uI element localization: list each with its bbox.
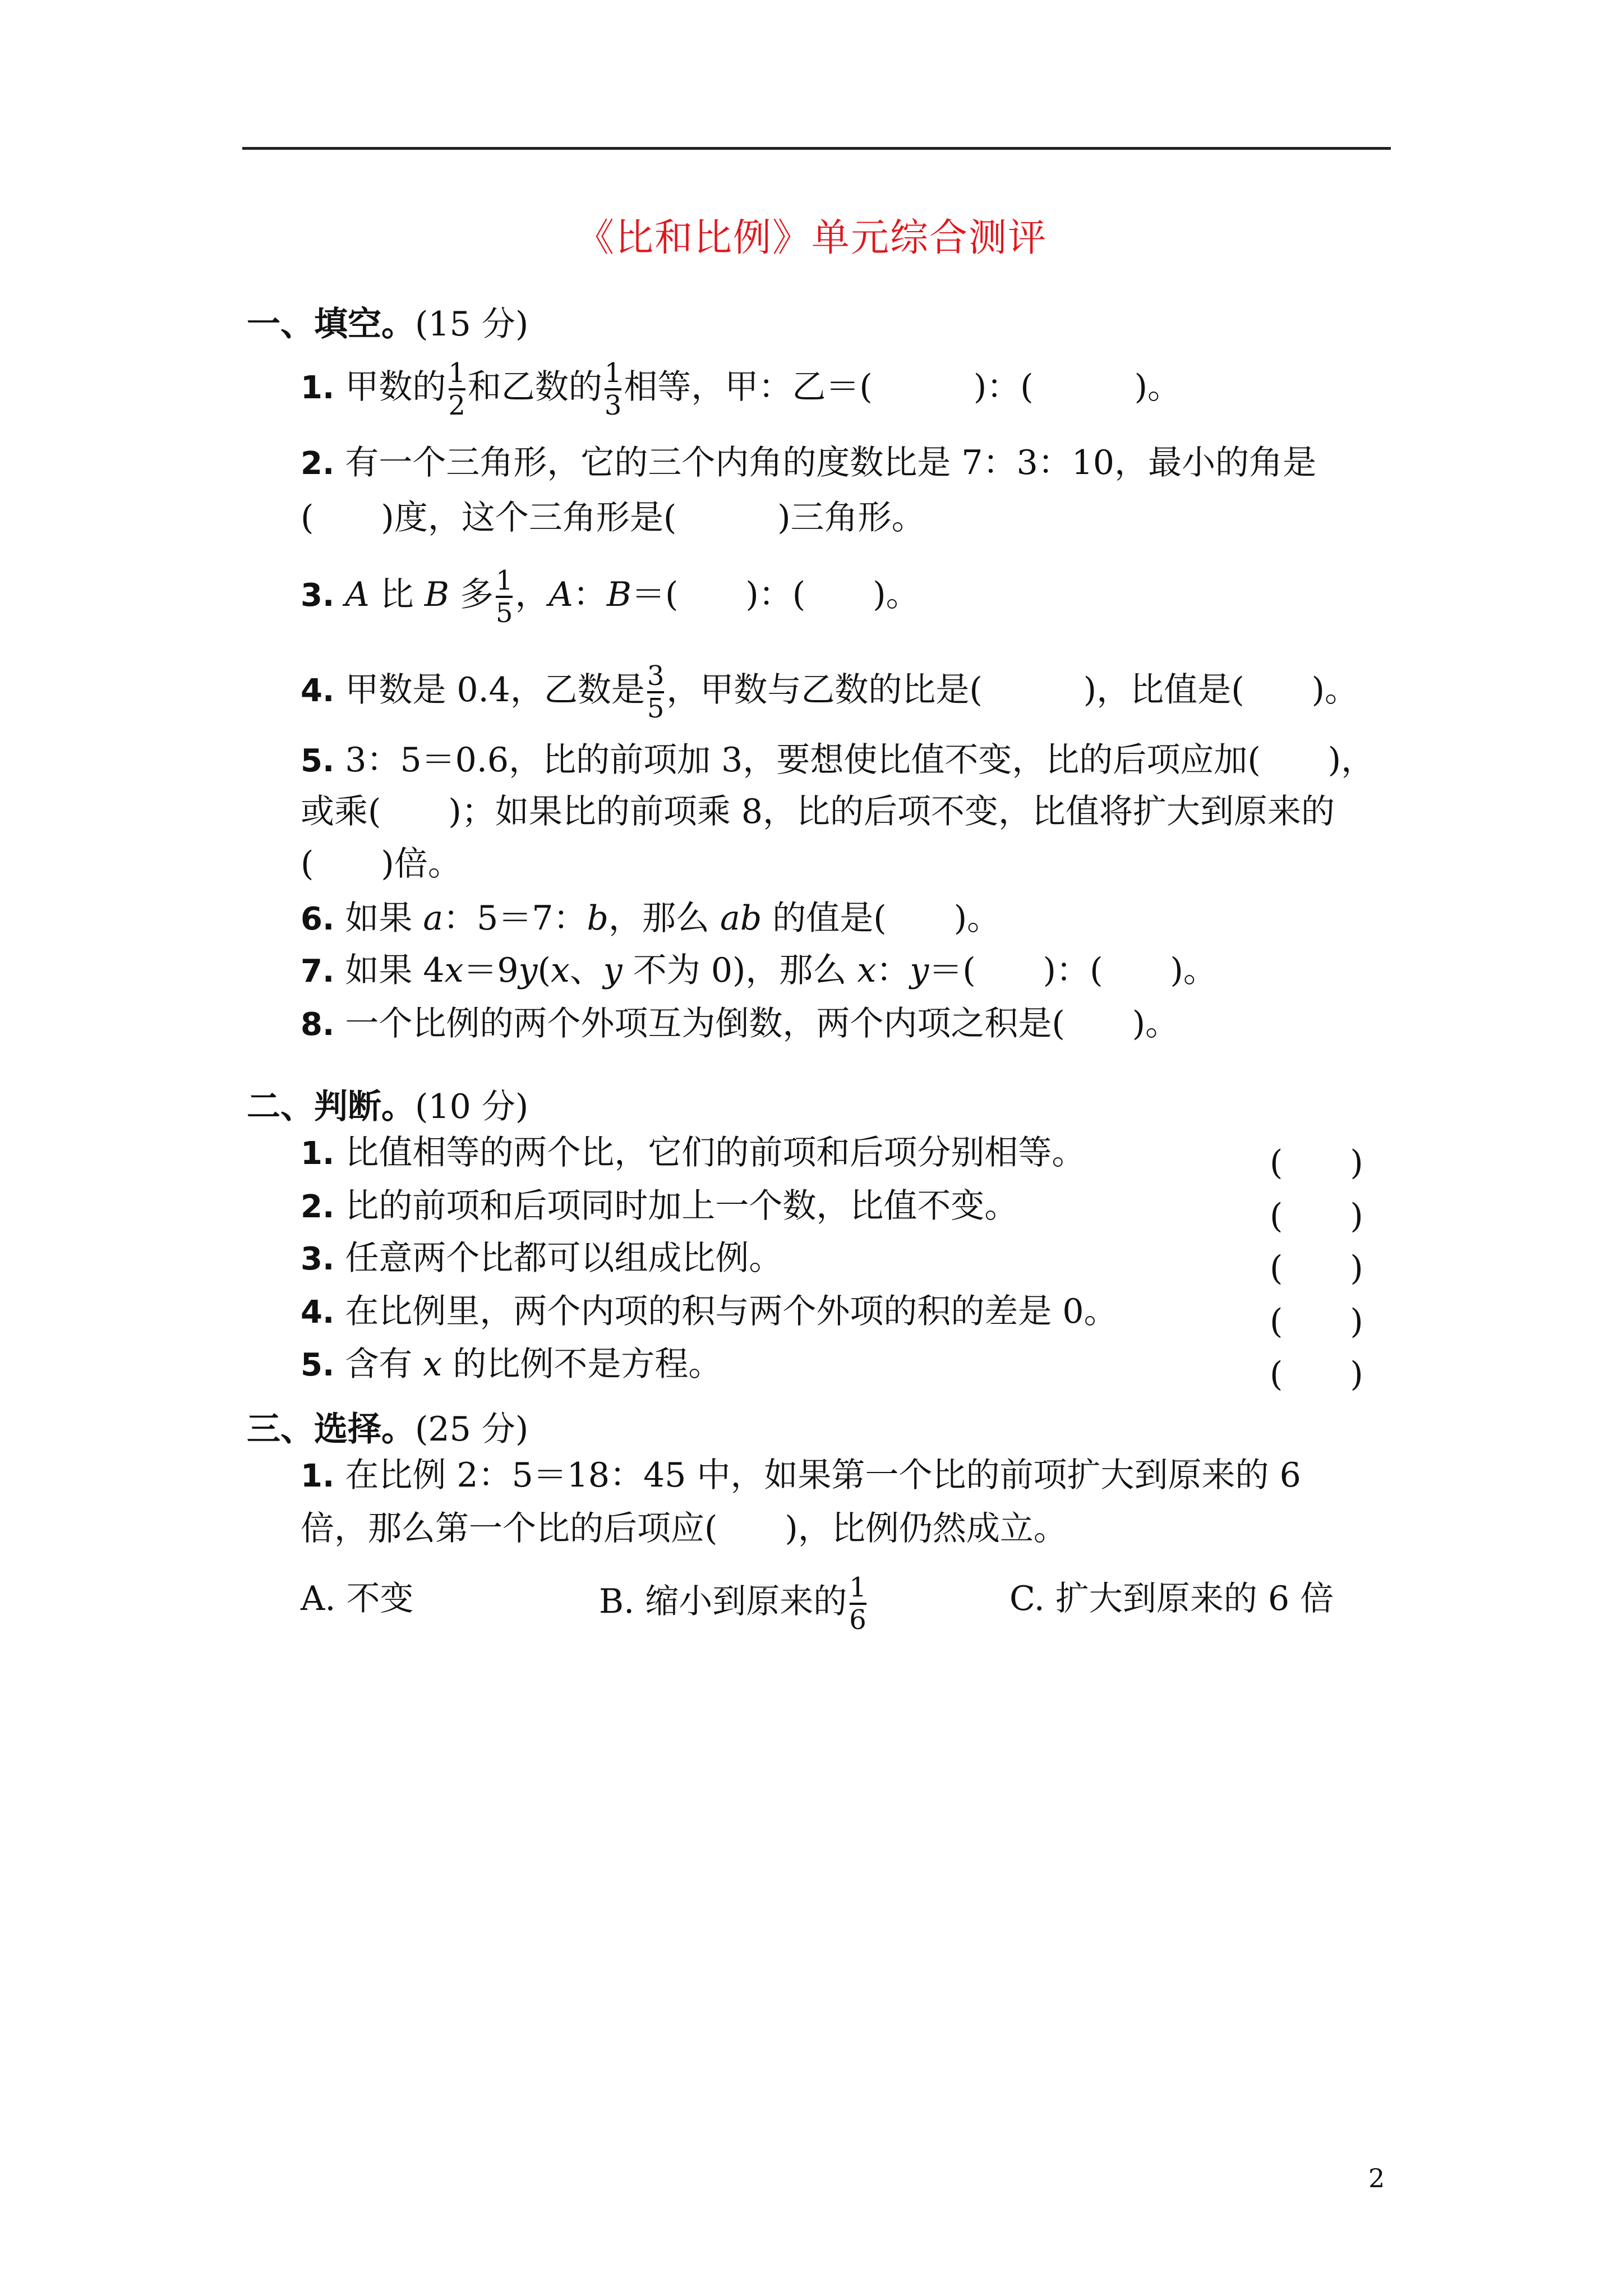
judge-item [301,1186,1018,1226]
variable-ab: ab [720,899,762,938]
variable-x: x [550,951,570,990]
answer-parentheses[interactable]: ( ) [1270,1143,1363,1182]
question-number: 6. [301,901,335,937]
section-choice-heading [247,1402,528,1451]
q3-text-a: 比 [369,574,425,614]
q6-text-d[interactable]: 的值是( )。 [762,899,1001,938]
fill-q6 [301,899,1001,938]
numerator: 1 [604,357,622,389]
numerator: 3 [647,660,665,692]
q4-text-a: 甲数是 0.4，乙数是 [345,670,645,710]
fill-q5-line1 [301,740,1375,780]
page-number: 2 [1368,2163,1385,2193]
fraction-one-fifth [496,567,513,628]
denominator: 3 [604,390,622,422]
variable-y: y [518,951,538,990]
header-rule [242,147,1391,150]
question-number: 4. [301,672,335,709]
variable-a: a [423,899,444,938]
section-judge-heading [247,1080,528,1128]
section-points: (10 分) [415,1087,529,1126]
q6-text-c: ，那么 [608,899,721,938]
q7-text-f: ： [876,951,910,990]
page-title: 《比和比例》单元综合测评 [575,216,1047,260]
judge-item [301,1292,1118,1331]
variable-b: B [606,574,631,614]
denominator: 5 [496,597,513,629]
numerator: 1 [496,565,513,596]
answer-parentheses[interactable]: ( ) [1270,1249,1363,1288]
choice-q1-text: 在比例 2：5＝18：45 中，如果第一个比的前项扩大到原来的 6 [345,1456,1301,1495]
judge-item [301,1345,722,1384]
q8-text[interactable]: 一个比例的两个外项互为倒数，两个内项之积是( )。 [345,1004,1179,1043]
variable-b: b [587,899,608,938]
section-label: 一、填空。 [247,305,415,344]
fill-q2-line1 [301,443,1317,482]
numerator: 1 [849,1572,866,1603]
denominator: 2 [448,390,465,422]
question-number: 7. [301,953,335,990]
fill-q4 [301,662,1358,723]
numerator: 1 [448,357,465,389]
fill-q1 [301,359,1181,420]
variable-x: x [423,1345,442,1384]
variable-a: A [345,574,370,614]
variable-x: x [857,951,877,990]
fill-q7 [301,951,1217,990]
answer-parentheses[interactable]: ( ) [1270,1302,1363,1341]
question-number: 3. [301,1241,335,1277]
q1-text-a: 甲数的 [345,367,446,407]
fraction-one-half [448,359,465,420]
fill-q5-line3[interactable]: ( )倍。 [301,844,462,884]
q7-text-e: 不为 0)，那么 [622,951,857,990]
q2-text: 有一个三角形，它的三个内角的度数比是 7：3：10，最小的角是 [345,443,1317,482]
judge-text-a: 含有 [345,1345,423,1384]
section-label: 三、选择。 [247,1410,415,1449]
judge-text: 任意两个比都可以组成比例。 [345,1239,783,1278]
q3-text-d: ： [573,574,607,614]
q7-text-b: ＝9 [463,951,519,990]
question-number: 5. [301,743,335,779]
fill-q2-line2[interactable]: ( )度，这个三角形是( )三角形。 [301,498,925,537]
fraction-one-third [605,359,622,420]
choice-option-b[interactable] [599,1573,869,1635]
question-number: 1. [301,1135,335,1172]
section-points: (15 分) [415,305,529,344]
q7-text-d: 、 [569,951,603,990]
q1-text-b: 和乙数的 [467,367,602,407]
choice-option-a[interactable]: A. 不变 [301,1579,414,1618]
choice-option-c[interactable]: C. 扩大到原来的 6 倍 [1009,1579,1334,1618]
judge-text: 比值相等的两个比，它们的前项和后项分别相等。 [345,1133,1086,1172]
section-fill-heading [247,297,528,346]
variable-a: A [548,574,573,614]
section-points: (25 分) [415,1410,529,1449]
judge-text-b: 的比例不是方程。 [442,1345,722,1384]
question-number: 4. [301,1294,335,1331]
q7-text-c: ( [537,951,551,990]
option-b-text: B. 缩小到原来的 [599,1581,847,1621]
fraction-three-fifths [647,662,665,723]
variable-b: B [424,574,449,614]
question-number: 1. [301,369,335,406]
section-label: 二、判断。 [247,1087,415,1126]
question-number: 1. [301,1458,335,1494]
q7-text-g[interactable]: ＝( )：( )。 [929,951,1217,990]
q3-text-b: 多 [449,574,494,614]
fill-q8 [301,1004,1179,1043]
question-number: 2. [301,445,335,482]
q4-text-b[interactable]: ，甲数与乙数的比是( )，比值是( )。 [666,670,1359,710]
question-number: 2. [301,1189,335,1225]
judge-item [301,1239,783,1278]
answer-parentheses[interactable]: ( ) [1270,1197,1363,1236]
answer-parentheses[interactable]: ( ) [1270,1355,1363,1394]
question-number: 8. [301,1006,335,1043]
variable-y: y [603,951,623,990]
variable-x: x [444,951,464,990]
judge-text: 在比例里，两个内项的积与两个外项的积的差是 0。 [345,1292,1118,1331]
fill-q3 [301,567,920,628]
q3-text-c: ， [515,574,549,614]
variable-y: y [910,951,929,990]
judge-item [301,1133,1086,1172]
denominator: 5 [647,693,665,725]
q1-text-c[interactable]: 相等，甲：乙＝( )：( )。 [624,367,1182,407]
question-number: 5. [301,1347,335,1383]
q5-text[interactable]: 3：5＝0.6，比的前项加 3，要想使比值不变，比的后项应加( )， [345,740,1375,780]
fill-q5-line2[interactable]: 或乘( )；如果比的前项乘 8，比的后项不变，比值将扩大到原来的 [301,792,1335,831]
q7-text-a: 如果 4 [345,951,445,990]
choice-q1-line2[interactable]: 倍，那么第一个比的后项应( )，比例仍然成立。 [301,1509,1067,1548]
choice-q1-line1 [301,1456,1301,1495]
q3-text-e[interactable]: ＝( )：( )。 [631,574,920,614]
question-number: 3. [301,577,335,614]
denominator: 6 [849,1604,866,1636]
q6-text-b: ：5＝7： [443,899,587,938]
judge-text: 比的前项和后项同时加上一个数，比值不变。 [345,1186,1018,1226]
q6-text-a: 如果 [345,899,423,938]
fraction-one-sixth [849,1573,866,1635]
